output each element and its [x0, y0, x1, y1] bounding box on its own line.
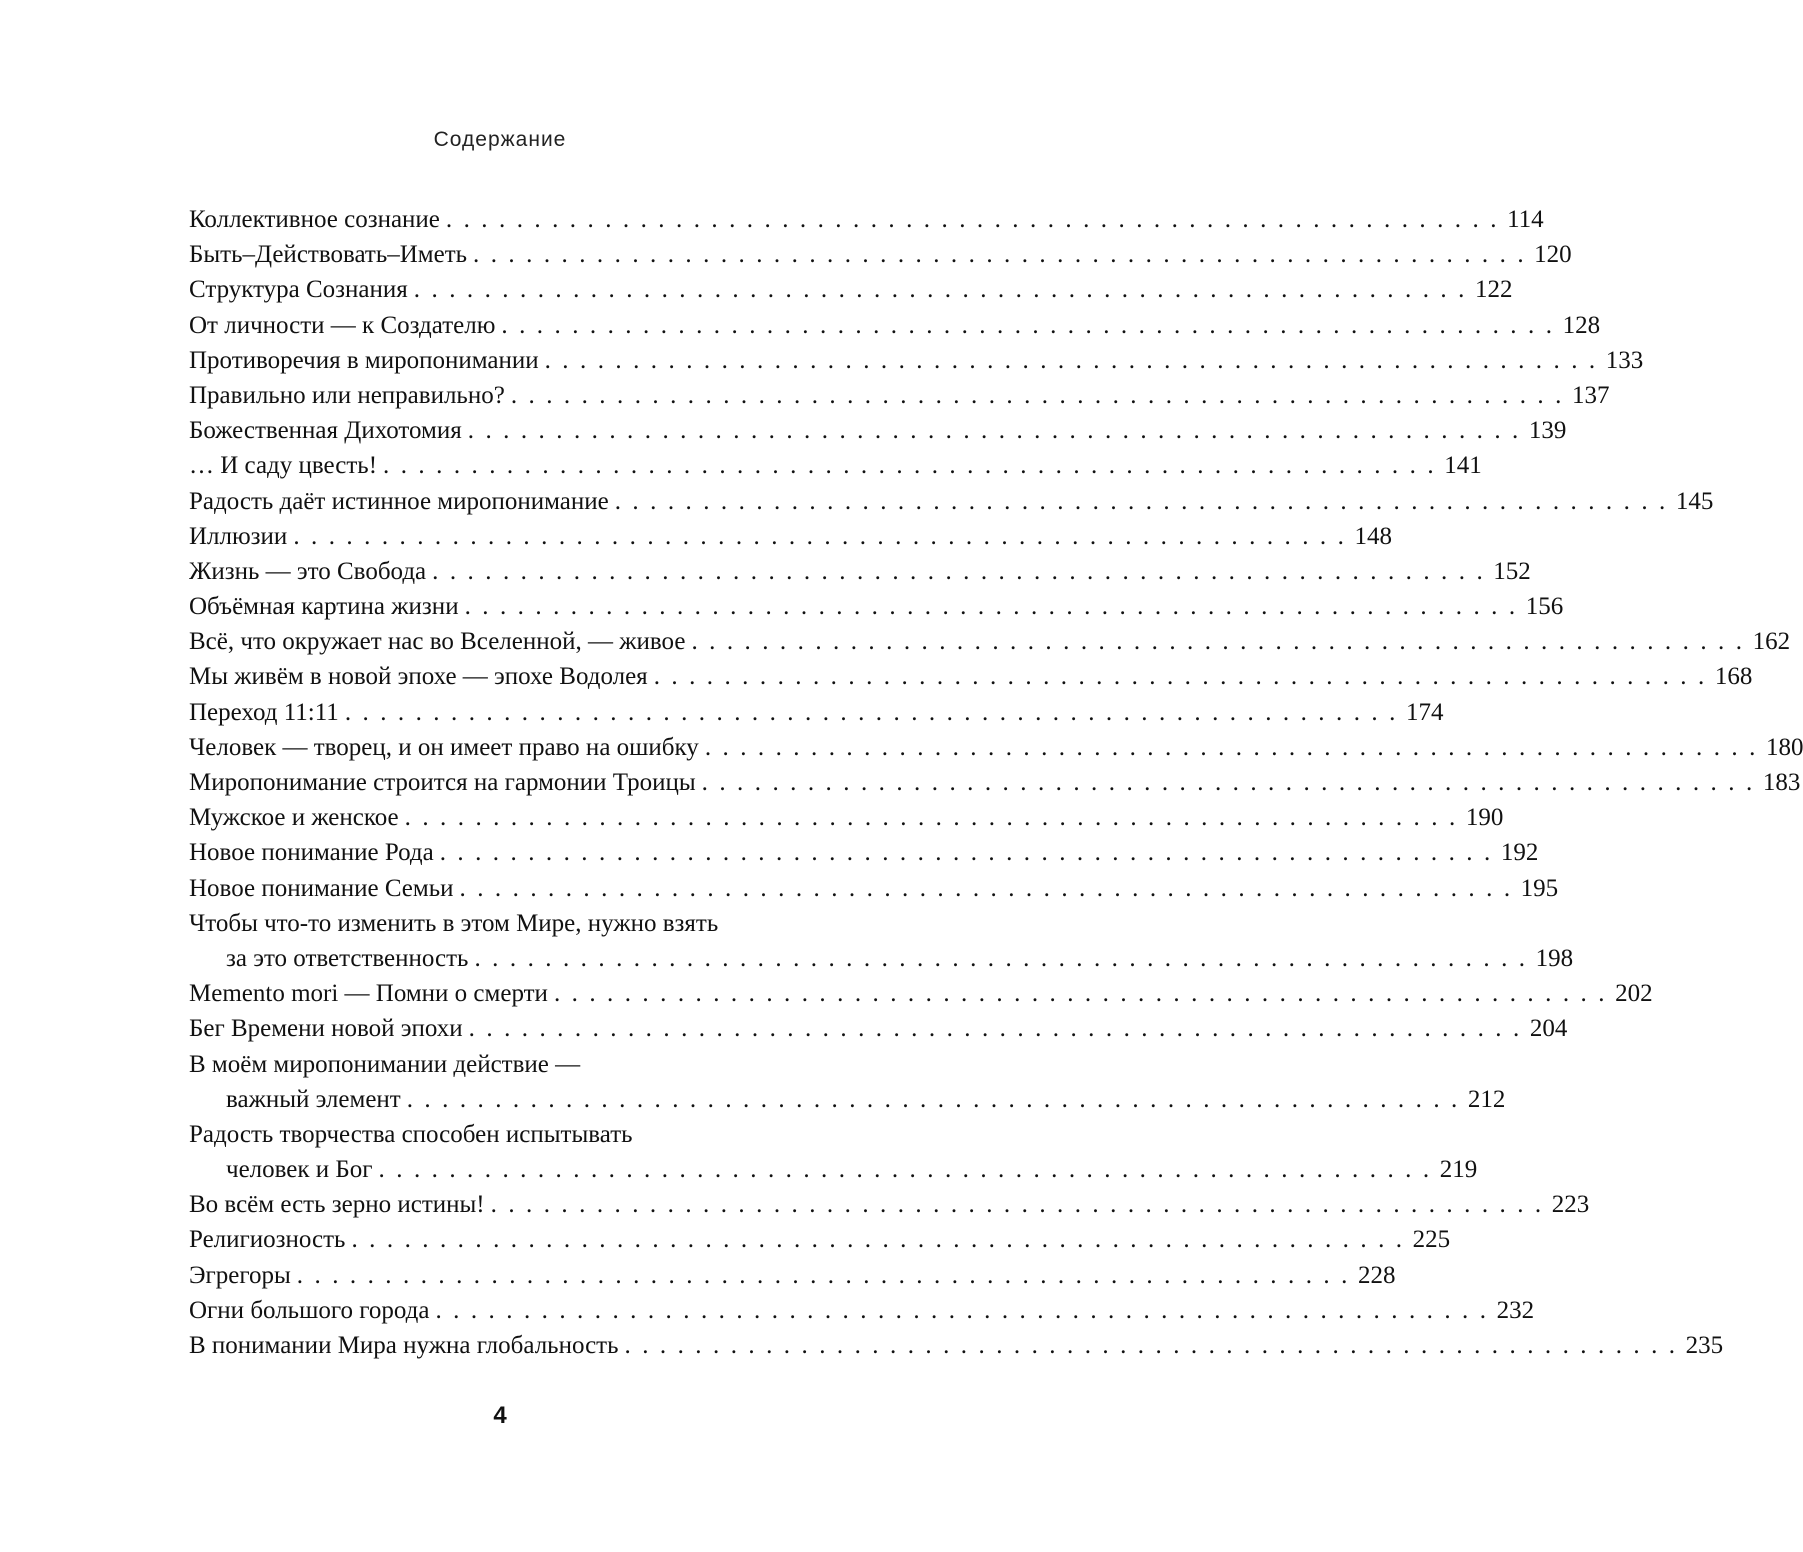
- toc-line: [189, 906, 881, 941]
- dot-leader: . . . . . . . . . . . . . . . . . . . . . . . . . . . . . . . . . . . . . . . . . . . . . . . . . . . . . . . . . . . .: [378, 1156, 1432, 1184]
- toc-entry-page: 192: [1500, 839, 1539, 867]
- toc-line: [189, 976, 1653, 1011]
- toc-entry-title: Всё, что окружает нас во Вселенной, — живое: [189, 628, 686, 656]
- toc-entry-title: … И саду цвесть!: [189, 452, 378, 480]
- toc-line: [189, 1117, 881, 1152]
- dot-leader: . . . . . . . . . . . . . . . . . . . . . . . . . . . . . . . . . . . . . . . . . . . . . . . . . . . . . . . . . . . .: [413, 276, 1467, 304]
- toc-entry-title: Иллюзии: [189, 522, 288, 550]
- toc-entry: [189, 484, 1714, 519]
- toc-entry: [189, 871, 1559, 906]
- dot-leader: . . . . . . . . . . . . . . . . . . . . . . . . . . . . . . . . . . . . . . . . . . . . . . . . . . . . . . . . . . . .: [510, 381, 1564, 409]
- toc-entry-page: 204: [1529, 1015, 1568, 1043]
- toc-line: [189, 484, 1714, 519]
- toc-entry-page: 152: [1493, 557, 1531, 585]
- toc-line: [189, 1328, 1724, 1363]
- dot-leader: . . . . . . . . . . . . . . . . . . . . . . . . . . . . . . . . . . . . . . . . . . . . . . . . . . . . . . . . . . . .: [490, 1191, 1544, 1219]
- toc-entry: [189, 1047, 1506, 1117]
- toc-entry-page: 225: [1412, 1226, 1451, 1254]
- toc-line: [189, 202, 1544, 237]
- toc-line: [189, 413, 1567, 448]
- toc-line: [189, 378, 1610, 413]
- toc-entry: [189, 1293, 1535, 1328]
- toc-entry-page: 156: [1525, 593, 1564, 621]
- dot-leader: . . . . . . . . . . . . . . . . . . . . . . . . . . . . . . . . . . . . . . . . . . . . . . . . . . . . . . . . . . . .: [383, 452, 1437, 480]
- toc-line: [189, 1258, 1396, 1293]
- toc-line: [189, 1047, 881, 1082]
- toc-entry-page: 190: [1465, 804, 1504, 832]
- toc-entry: [189, 765, 1801, 800]
- toc-entry-page: 122: [1474, 276, 1513, 304]
- toc-entry-page: 180: [1765, 733, 1803, 761]
- running-header: Содержание: [433, 128, 567, 151]
- toc-entry-title: важный элемент: [226, 1085, 401, 1113]
- dot-leader: . . . . . . . . . . . . . . . . . . . . . . . . . . . . . . . . . . . . . . . . . . . . . . . . . . . . . . . . . . . .: [459, 874, 1513, 902]
- toc-line: [189, 800, 1504, 835]
- toc-entry: [189, 413, 1567, 448]
- toc-entry-title: Эгрегоры: [189, 1261, 291, 1289]
- dot-leader: . . . . . . . . . . . . . . . . . . . . . . . . . . . . . . . . . . . . . . . . . . . . . . . . . . . . . . . . . . . .: [464, 593, 1518, 621]
- toc-entry-title: за это ответственность: [226, 944, 469, 972]
- dot-leader: . . . . . . . . . . . . . . . . . . . . . . . . . . . . . . . . . . . . . . . . . . . . . . . . . . . . . . . . . . . .: [435, 1296, 1489, 1324]
- toc-entry: [189, 695, 1444, 730]
- toc-entry-title: человек и Бог: [226, 1156, 373, 1184]
- dot-leader: . . . . . . . . . . . . . . . . . . . . . . . . . . . . . . . . . . . . . . . . . . . . . . . . . . . . . . . . . . . .: [445, 206, 1500, 233]
- toc-line: [189, 1011, 1568, 1046]
- toc-line: [189, 835, 1539, 870]
- toc-entry-title: От личности — к Создателю: [189, 311, 496, 339]
- toc-entry-title: В моём миропонимании действие —: [189, 1050, 581, 1078]
- table-of-contents: [189, 202, 1803, 1363]
- toc-entry-page: 219: [1439, 1156, 1478, 1184]
- toc-entry: [189, 1258, 1396, 1293]
- toc-entry-title: Быть–Действовать–Иметь: [189, 241, 468, 269]
- toc-entry-title: Memento mori — Помни о смерти: [189, 980, 548, 1008]
- toc-line: [189, 624, 1791, 659]
- toc-line: [189, 1293, 1535, 1328]
- toc-entry: [189, 906, 1574, 976]
- toc-line: [189, 554, 1531, 589]
- toc-entry-page: 141: [1444, 452, 1482, 480]
- toc-entry-title: Объёмная картина жизни: [189, 593, 459, 621]
- toc-line: [189, 1082, 1506, 1117]
- toc-entry-title: Радость даёт истинное миропонимание: [189, 487, 609, 515]
- toc-entry-title: Коллективное сознание: [189, 206, 440, 233]
- dot-leader: . . . . . . . . . . . . . . . . . . . . . . . . . . . . . . . . . . . . . . . . . . . . . . . . . . . . . . . . . . . .: [701, 769, 1755, 796]
- toc-entry-title: Структура Сознания: [189, 276, 408, 304]
- toc-entry: [189, 308, 1601, 343]
- toc-entry-title: Жизнь — это Свобода: [189, 557, 427, 585]
- toc-entry-page: 148: [1354, 522, 1392, 550]
- dot-leader: . . . . . . . . . . . . . . . . . . . . . . . . . . . . . . . . . . . . . . . . . . . . . . . . . . . . . . . . . . . .: [296, 1261, 1350, 1289]
- dot-leader: . . . . . . . . . . . . . . . . . . . . . . . . . . . . . . . . . . . . . . . . . . . . . . . . . . . . . . . . . . . .: [544, 346, 1598, 374]
- toc-entry-page: 198: [1535, 944, 1574, 972]
- dot-leader: . . . . . . . . . . . . . . . . . . . . . . . . . . . . . . . . . . . . . . . . . . . . . . . . . . . . . . . . . . . .: [468, 1015, 1522, 1043]
- toc-entry: [189, 343, 1644, 378]
- dot-leader: . . . . . . . . . . . . . . . . . . . . . . . . . . . . . . . . . . . . . . . . . . . . . . . . . . . . . . . . . . . .: [624, 1332, 1678, 1359]
- toc-entry-title: Радость творчества способен испытывать: [189, 1120, 633, 1148]
- toc-entry: [189, 448, 1482, 483]
- toc-entry: [189, 1222, 1451, 1257]
- toc-entry-page: 212: [1467, 1085, 1506, 1113]
- toc-entry-page: 223: [1551, 1191, 1590, 1219]
- toc-entry-title: Человек — творец, и он имеет право на ошибку: [189, 733, 699, 761]
- toc-entry: [189, 976, 1653, 1011]
- page-number: 4: [493, 1402, 507, 1429]
- toc-entry-title: Новое понимание Семьи: [189, 874, 454, 902]
- toc-entry-page: 183: [1762, 769, 1801, 796]
- toc-entry: [189, 835, 1539, 870]
- toc-entry-page: 114: [1507, 206, 1544, 233]
- toc-entry-title: В понимании Мира нужна глобальность: [189, 1332, 619, 1359]
- toc-entry: [189, 272, 1513, 307]
- toc-entry-title: Религиозность: [189, 1226, 346, 1254]
- dot-leader: . . . . . . . . . . . . . . . . . . . . . . . . . . . . . . . . . . . . . . . . . . . . . . . . . . . . . . . . . . . .: [439, 839, 1493, 867]
- toc-entry-page: 120: [1534, 241, 1572, 269]
- toc-line: [189, 1187, 1590, 1222]
- toc-entry-page: 137: [1571, 381, 1610, 409]
- toc-entry-page: 168: [1714, 663, 1753, 691]
- toc-line: [189, 272, 1513, 307]
- toc-entry-page: 174: [1405, 698, 1444, 726]
- toc-entry: [189, 1187, 1590, 1222]
- toc-entry-title: Правильно или неправильно?: [189, 381, 505, 409]
- toc-entry-title: Противоречия в миропонимании: [189, 346, 539, 374]
- dot-leader: . . . . . . . . . . . . . . . . . . . . . . . . . . . . . . . . . . . . . . . . . . . . . . . . . . . . . . . . . . . .: [406, 1085, 1460, 1113]
- dot-leader: . . . . . . . . . . . . . . . . . . . . . . . . . . . . . . . . . . . . . . . . . . . . . . . . . . . . . . . . . . . .: [704, 733, 1758, 761]
- dot-leader: . . . . . . . . . . . . . . . . . . . . . . . . . . . . . . . . . . . . . . . . . . . . . . . . . . . . . . . . . . . .: [501, 311, 1555, 339]
- toc-entry-title: Бег Времени новой эпохи: [189, 1015, 463, 1043]
- dot-leader: . . . . . . . . . . . . . . . . . . . . . . . . . . . . . . . . . . . . . . . . . . . . . . . . . . . . . . . . . . . .: [293, 522, 1347, 550]
- toc-entry-title: Миропонимание строится на гармонии Троицы: [189, 769, 696, 796]
- toc-line: [189, 765, 1801, 800]
- toc-entry: [189, 554, 1531, 589]
- toc-entry-page: 195: [1520, 874, 1559, 902]
- toc-line: [189, 659, 1753, 694]
- toc-entry-page: 232: [1496, 1296, 1535, 1324]
- dot-leader: . . . . . . . . . . . . . . . . . . . . . . . . . . . . . . . . . . . . . . . . . . . . . . . . . . . . . . . . . . . .: [614, 487, 1668, 515]
- dot-leader: . . . . . . . . . . . . . . . . . . . . . . . . . . . . . . . . . . . . . . . . . . . . . . . . . . . . . . . . . . . .: [474, 944, 1528, 972]
- toc-entry-title: Новое понимание Рода: [189, 839, 434, 867]
- dot-leader: . . . . . . . . . . . . . . . . . . . . . . . . . . . . . . . . . . . . . . . . . . . . . . . . . . . . . . . . . . . .: [653, 663, 1707, 691]
- toc-line: [189, 589, 1564, 624]
- toc-entry: [189, 202, 1544, 237]
- toc-entry: [189, 1011, 1568, 1046]
- toc-line: [189, 237, 1572, 272]
- dot-leader: . . . . . . . . . . . . . . . . . . . . . . . . . . . . . . . . . . . . . . . . . . . . . . . . . . . . . . . . . . . .: [467, 417, 1521, 445]
- dot-leader: . . . . . . . . . . . . . . . . . . . . . . . . . . . . . . . . . . . . . . . . . . . . . . . . . . . . . . . . . . . .: [404, 804, 1458, 832]
- toc-entry-title: Божественная Дихотомия: [189, 417, 462, 445]
- toc-entry-page: 133: [1605, 346, 1644, 374]
- toc-entry-page: 235: [1685, 1332, 1724, 1359]
- toc-entry: [189, 659, 1753, 694]
- toc-entry-title: Мы живём в новой эпохе — эпохе Водолея: [189, 663, 648, 691]
- toc-line: [189, 308, 1601, 343]
- dot-leader: . . . . . . . . . . . . . . . . . . . . . . . . . . . . . . . . . . . . . . . . . . . . . . . . . . . . . . . . . . . .: [351, 1226, 1405, 1254]
- toc-entry: [189, 589, 1564, 624]
- toc-entry: [189, 800, 1504, 835]
- toc-entry-page: 139: [1528, 417, 1567, 445]
- toc-line: [189, 871, 1559, 906]
- toc-entry-title: Чтобы что-то изменить в этом Мире, нужно взять: [189, 909, 719, 937]
- dot-leader: . . . . . . . . . . . . . . . . . . . . . . . . . . . . . . . . . . . . . . . . . . . . . . . . . . . . . . . . . . . .: [473, 241, 1527, 269]
- toc-entry-title: Огни большого города: [189, 1296, 430, 1324]
- toc-line: [189, 1222, 1451, 1257]
- toc-entry: [189, 519, 1392, 554]
- toc-entry-title: Мужское и женское: [189, 804, 399, 832]
- toc-line: [189, 695, 1444, 730]
- dot-leader: . . . . . . . . . . . . . . . . . . . . . . . . . . . . . . . . . . . . . . . . . . . . . . . . . . . . . . . . . . . .: [553, 980, 1608, 1008]
- toc-line: [189, 519, 1392, 554]
- toc-entry: [189, 624, 1791, 659]
- toc-line: [189, 343, 1644, 378]
- dot-leader: . . . . . . . . . . . . . . . . . . . . . . . . . . . . . . . . . . . . . . . . . . . . . . . . . . . . . . . . . . . .: [691, 628, 1745, 656]
- toc-entry-page: 128: [1562, 311, 1601, 339]
- toc-entry-page: 162: [1752, 628, 1791, 656]
- toc-entry-page: 145: [1675, 487, 1714, 515]
- toc-entry-title: Во всём есть зерно истины!: [189, 1191, 485, 1219]
- dot-leader: . . . . . . . . . . . . . . . . . . . . . . . . . . . . . . . . . . . . . . . . . . . . . . . . . . . . . . . . . . . .: [432, 557, 1486, 585]
- toc-line: [189, 448, 1482, 483]
- dot-leader: . . . . . . . . . . . . . . . . . . . . . . . . . . . . . . . . . . . . . . . . . . . . . . . . . . . . . . . . . . . .: [344, 698, 1398, 726]
- toc-entry-page: 202: [1615, 980, 1653, 1008]
- toc-line: [189, 941, 1574, 976]
- toc-entry-title: Переход 11:11: [189, 698, 339, 726]
- toc-entry: [189, 730, 1803, 765]
- toc-line: [189, 1152, 1478, 1187]
- toc-line: [189, 730, 1803, 765]
- toc-entry: [189, 378, 1610, 413]
- toc-entry: [189, 1328, 1724, 1363]
- toc-entry: [189, 1117, 1478, 1187]
- toc-entry-page: 228: [1357, 1261, 1396, 1289]
- toc-entry: [189, 237, 1572, 272]
